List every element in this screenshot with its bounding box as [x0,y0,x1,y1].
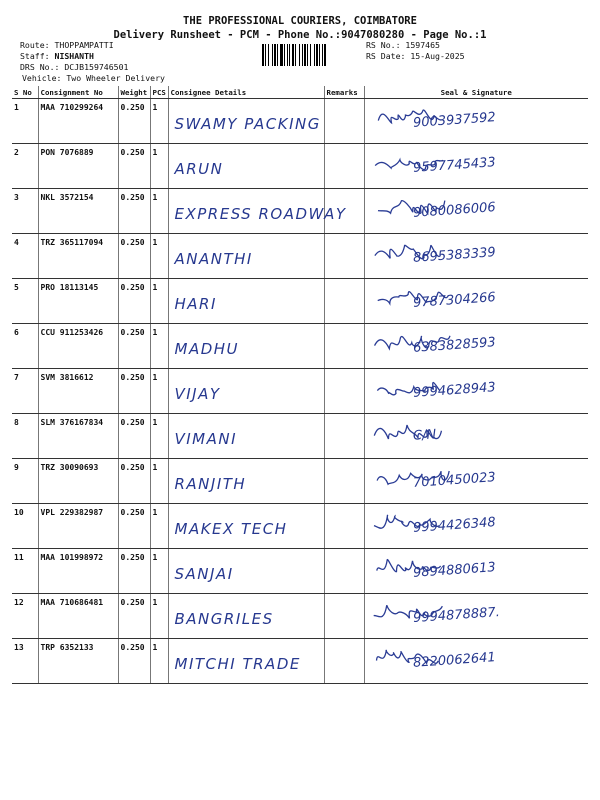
consignee-details-cell [168,504,324,549]
remarks-cell [324,189,364,234]
table-row [12,459,588,504]
col-pcs: PCS [150,86,168,99]
remarks-cell [324,279,364,324]
receiver-phone-handwritten: 9994426348 [412,515,496,536]
pcs-cell: 1 [150,324,168,369]
consignment-number-cell: SVM 3816612 [38,369,118,414]
seal-signature-cell [364,594,588,639]
pcs-cell: 1 [150,459,168,504]
table-row [12,369,588,414]
consignment-number-cell: SLM 376167834 [38,414,118,459]
weight-cell: 0.250 [118,144,150,189]
consignee-details-cell [168,369,324,414]
consignment-number-cell: MAA 101998972 [38,549,118,594]
weight-cell: 0.250 [118,504,150,549]
rs-number: RS No.: 1597465 [366,40,440,50]
table-header-row [12,86,588,99]
rs-date: RS Date: 15-Aug-2025 [366,51,465,61]
pcs-cell: 1 [150,549,168,594]
col-sno: S No [12,86,38,99]
runsheet-subtitle: Delivery Runsheet - PCM - Phone No.:9047080280 - Page No.:1 [113,29,487,41]
consignee-name-handwritten: MADHU [174,340,240,358]
seal-signature-cell [364,189,588,234]
consignment-number-cell: CCU 911253426 [38,324,118,369]
table-row [12,279,588,324]
serial-number-cell: 5 [12,279,38,324]
remarks-cell [324,414,364,459]
serial-number-cell: 8 [12,414,38,459]
consignee-details-cell [168,144,324,189]
receiver-phone-handwritten: 9894880613 [412,560,496,581]
consignee-name-handwritten: EXPRESS ROADWAY [174,205,347,223]
col-remarks: Remarks [324,86,364,99]
seal-signature-cell [364,504,588,549]
consignment-number-cell: NKL 3572154 [38,189,118,234]
remarks-cell [324,324,364,369]
pcs-cell: 1 [150,189,168,234]
receiver-phone-handwritten: C/N [412,427,437,444]
seal-signature-cell [364,639,588,684]
signature-icon [365,414,589,458]
remarks-cell [324,504,364,549]
receiver-phone-handwritten: 8695383339 [412,245,496,266]
serial-number-cell: 7 [12,369,38,414]
consignment-number-cell: TRZ 365117094 [38,234,118,279]
receiver-phone-handwritten: 7010450023 [412,470,496,491]
table-row [12,144,588,189]
remarks-cell [324,639,364,684]
consignee-name-handwritten: RANJITH [174,475,247,493]
weight-cell: 0.250 [118,99,150,144]
weight-cell: 0.250 [118,279,150,324]
consignee-details-cell [168,99,324,144]
pcs-cell: 1 [150,504,168,549]
seal-signature-cell [364,279,588,324]
remarks-cell [324,234,364,279]
company-title: THE PROFESSIONAL COURIERS, COIMBATORE [183,15,417,27]
serial-number-cell: 12 [12,594,38,639]
consignee-details-cell [168,414,324,459]
consignment-number-cell: PRO 18113145 [38,279,118,324]
consignment-number-cell: TRP 6352133 [38,639,118,684]
table-row [12,639,588,684]
staff-info [20,51,94,62]
consignment-number-cell: TRZ 30090693 [38,459,118,504]
col-consignee-details: Consignee Details [168,86,324,99]
serial-number-cell: 11 [12,549,38,594]
vehicle-info: Vehicle: Two Wheeler Delivery [22,73,165,83]
serial-number-cell: 4 [12,234,38,279]
consignment-number-cell: PON 7076889 [38,144,118,189]
consignee-name-handwritten: HARI [174,295,217,313]
consignment-number-cell: VPL 229382987 [38,504,118,549]
consignee-name-handwritten: ARUN [174,160,224,178]
consignee-details-cell [168,279,324,324]
consignment-number-cell: MAA 710299264 [38,99,118,144]
consignee-name-handwritten: MAKEX TECH [174,520,288,538]
pcs-cell: 1 [150,639,168,684]
pcs-cell: 1 [150,414,168,459]
weight-cell: 0.250 [118,234,150,279]
remarks-cell [324,144,364,189]
weight-cell: 0.250 [118,189,150,234]
seal-signature-cell [364,324,588,369]
col-consignment-no: Consignment No [38,86,118,99]
receiver-phone-handwritten: 9787304266 [412,290,496,311]
table-row [12,549,588,594]
consignee-name-handwritten: MITCHI TRADE [174,655,301,673]
drs-info: DRS No.: DCJB159746501 [20,62,129,72]
receiver-phone-handwritten: 9003937592 [412,110,496,131]
table-row [12,504,588,549]
receiver-phone-handwritten: 9597745433 [412,155,496,176]
pcs-cell: 1 [150,369,168,414]
seal-signature-cell [364,459,588,504]
consignee-name-handwritten: SANJAI [174,565,234,583]
consignee-details-cell [168,549,324,594]
staff-name: NISHANTH [54,51,94,61]
seal-signature-cell [364,369,588,414]
col-weight: Weight [118,86,150,99]
pcs-cell: 1 [150,234,168,279]
consignee-name-handwritten: VIMANI [174,430,238,448]
table-row [12,594,588,639]
remarks-cell [324,369,364,414]
table-row [12,189,588,234]
consignee-details-cell [168,459,324,504]
consignee-details-cell [168,594,324,639]
serial-number-cell: 13 [12,639,38,684]
remarks-cell [324,594,364,639]
seal-signature-cell [364,414,588,459]
barcode-icon [262,44,358,66]
col-seal-signature: Seal & Signature [364,86,588,99]
serial-number-cell: 6 [12,324,38,369]
consignee-name-handwritten: SWAMY PACKING [174,115,321,133]
weight-cell: 0.250 [118,594,150,639]
serial-number-cell: 9 [12,459,38,504]
staff-label: Staff: [20,51,55,61]
seal-signature-cell [364,234,588,279]
weight-cell: 0.250 [118,639,150,684]
pcs-cell: 1 [150,99,168,144]
receiver-phone-handwritten: 9080086006 [412,200,496,221]
weight-cell: 0.250 [118,459,150,504]
receiver-phone-handwritten: 6383828593 [412,335,496,356]
seal-signature-cell [364,99,588,144]
consignee-details-cell [168,189,347,234]
remarks-cell [324,99,364,144]
consignee-details-cell [168,639,324,684]
serial-number-cell: 3 [12,189,38,234]
receiver-phone-handwritten: 9994628943 [412,380,496,401]
weight-cell: 0.250 [118,369,150,414]
remarks-cell [324,459,364,504]
table-row [12,234,588,279]
consignee-name-handwritten: VIJAY [174,385,221,403]
table-row [12,324,588,369]
pcs-cell: 1 [150,279,168,324]
receiver-phone-handwritten: 9994878887. [412,604,500,627]
consignee-details-cell [168,324,324,369]
weight-cell: 0.250 [118,549,150,594]
serial-number-cell: 1 [12,99,38,144]
consignee-name-handwritten: ANANTHI [174,250,253,268]
serial-number-cell: 10 [12,504,38,549]
consignee-details-cell [168,234,324,279]
pcs-cell: 1 [150,144,168,189]
pcs-cell: 1 [150,594,168,639]
weight-cell: 0.250 [118,324,150,369]
table-row [12,414,588,459]
remarks-cell [324,549,364,594]
seal-signature-cell [364,549,588,594]
weight-cell: 0.250 [118,414,150,459]
seal-signature-cell [364,144,588,189]
table-row [12,99,588,144]
consignment-number-cell: MAA 710686481 [38,594,118,639]
serial-number-cell: 2 [12,144,38,189]
consignee-name-handwritten: BANGRILES [174,610,274,628]
receiver-phone-handwritten: 8220062641 [412,650,496,671]
route-info: Route: THOPPAMPATTI [20,40,114,50]
runsheet-table [12,86,588,684]
